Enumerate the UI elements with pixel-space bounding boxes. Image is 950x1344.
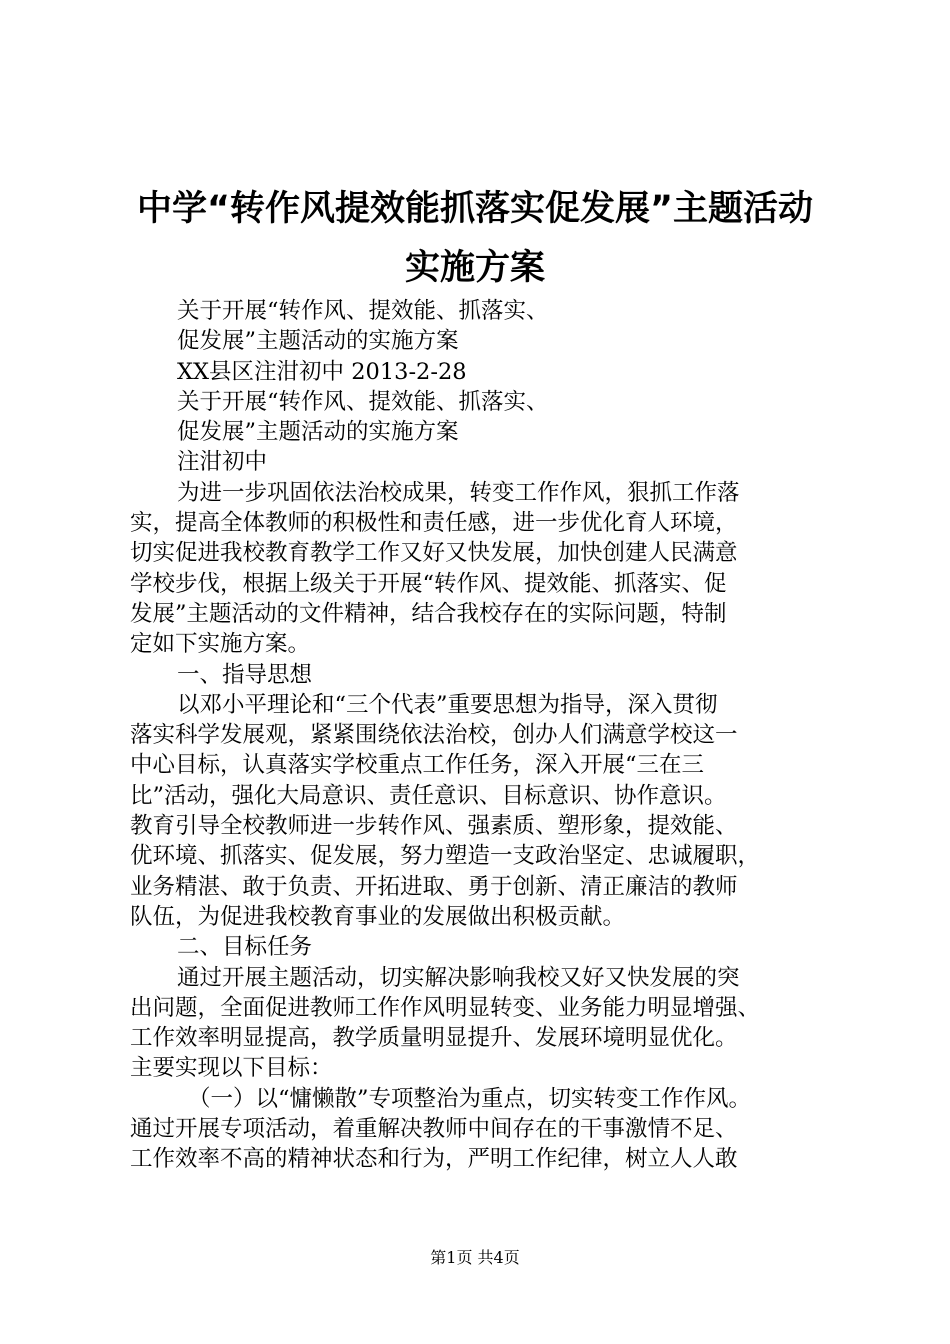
body-line: 业务精湛、敢于负责、开拓进取、勇于创新、清正廉洁的教师	[130, 873, 738, 900]
body-line: 为进一步巩固依法治校成果，转变工作作风，狠抓工作落	[177, 479, 740, 506]
body-line: 促发展”主题活动的实施方案	[177, 328, 459, 355]
body-line: 发展”主题活动的文件精神，结合我校存在的实际问题，特制	[130, 600, 727, 627]
section-heading: 二、目标任务	[177, 934, 313, 961]
page-number-footer: 第1页 共4页	[430, 1248, 520, 1267]
body-line: 定如下实施方案。	[130, 631, 311, 658]
body-line: XX县区注泔初中 2013-2-28	[177, 358, 467, 385]
body-line: 通过开展专项活动，着重解决教师中间存在的干事激情不足、	[130, 1116, 738, 1143]
document-title-line-2: 实施方案	[404, 248, 545, 288]
body-line: 主要实现以下目标：	[130, 1055, 333, 1082]
body-line: 比”活动，强化大局意识、责任意识、目标意识、协作意识。	[130, 782, 727, 809]
body-line: 落实科学发展观，紧紧围绕依法治校，创办人们满意学校这一	[130, 722, 738, 749]
body-line: 通过开展主题活动，切实解决影响我校又好又快发展的突	[177, 964, 740, 991]
body-line: 工作效率明显提高，教学质量明显提升、发展环境明显优化。	[130, 1025, 738, 1052]
body-line: 工作效率不高的精神状态和行为，严明工作纪律，树立人人敢	[130, 1146, 738, 1173]
body-line: 优环境、抓落实、促发展，努力塑造一支政治坚定、忠诚履职，	[130, 843, 761, 870]
subsection-heading: （一）以“慵懒散”专项整治为重点，切实转变工作作风。	[188, 1085, 752, 1112]
body-line: 学校步伐，根据上级关于开展“转作风、提效能、抓落实、促	[130, 570, 727, 597]
body-line: 出问题，全面促进教师工作作风明显转变、业务能力明显增强、	[130, 994, 761, 1021]
body-line: 以邓小平理论和“三个代表”重要思想为指导，深入贯彻	[177, 691, 718, 718]
document-body	[130, 296, 830, 1175]
section-heading: 一、指导思想	[177, 661, 313, 688]
body-line: 中心目标，认真落实学校重点工作任务，深入开展“三在三	[130, 752, 705, 779]
body-line: 队伍，为促进我校教育事业的发展做出积极贡献。	[130, 903, 626, 930]
body-line: 关于开展“转作风、提效能、抓落实、	[177, 388, 549, 415]
body-line: 关于开展“转作风、提效能、抓落实、	[177, 298, 549, 324]
body-line: 切实促进我校教育教学工作又好又快发展，加快创建人民满意	[130, 540, 738, 567]
body-line: 教育引导全校教师进一步转作风、强素质、塑形象，提效能、	[130, 813, 738, 840]
body-line: 实，提高全体教师的积极性和责任感，进一步优化育人环境，	[130, 510, 738, 537]
document-title-line-1: 中学“转作风提效能抓落实促发展”主题活动	[136, 189, 813, 229]
body-line: 促发展”主题活动的实施方案	[177, 419, 459, 446]
body-line: 注泔初中	[177, 449, 268, 476]
